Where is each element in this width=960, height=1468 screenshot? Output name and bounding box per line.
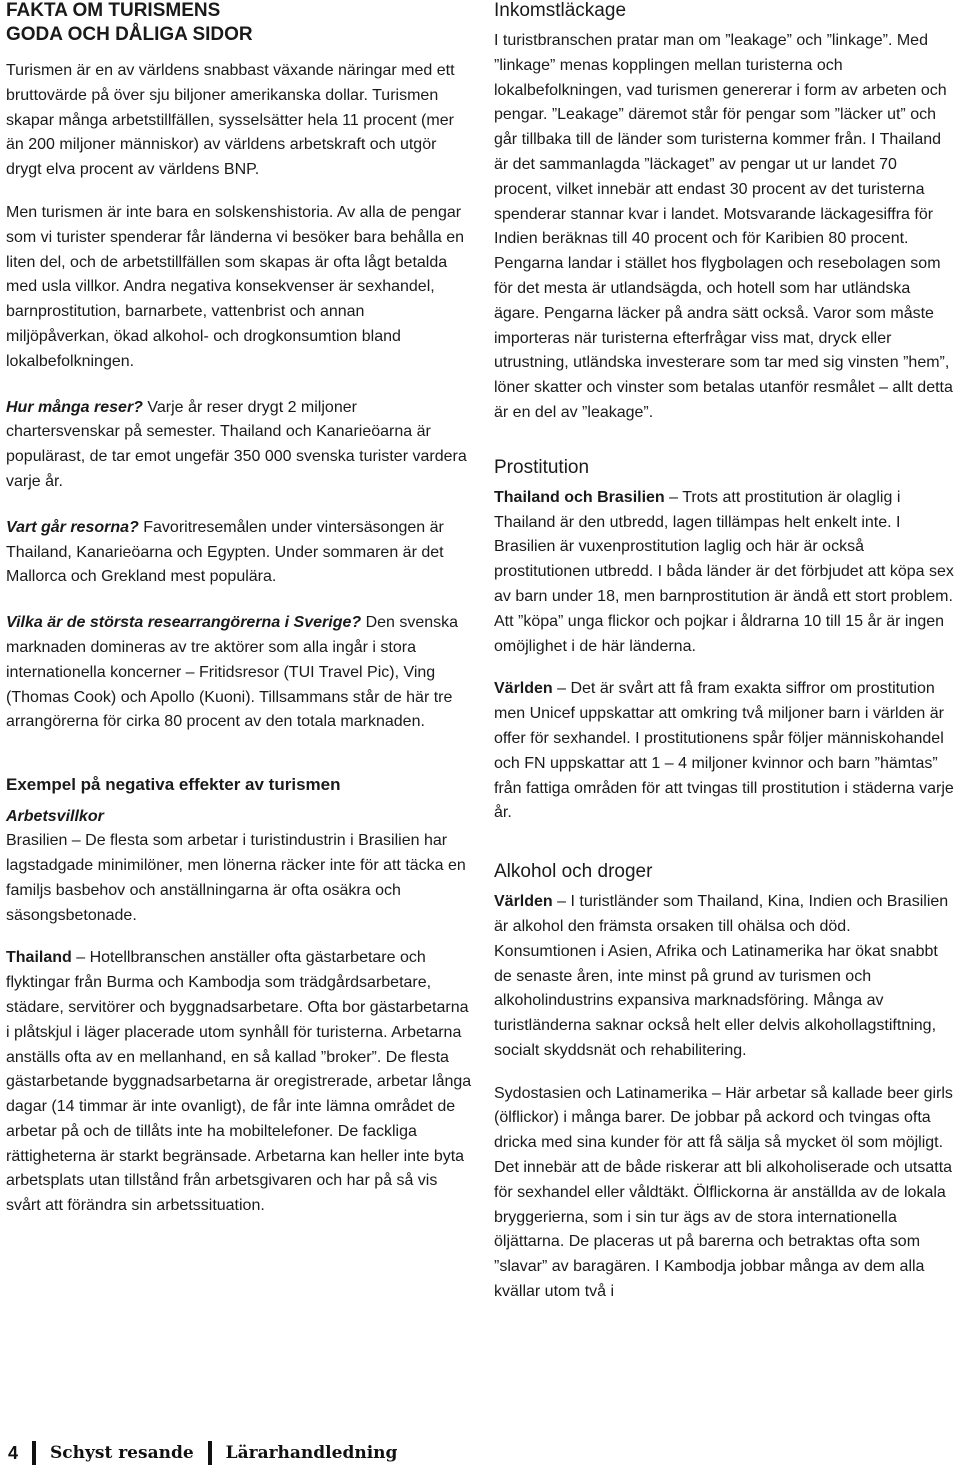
heading-inkomstlackage: Inkomstläckage: [494, 0, 627, 21]
prostitution-paragraph-1: [494, 486, 956, 660]
alkohol-paragraph-1: [494, 890, 956, 1064]
page-title: [6, 0, 472, 47]
faq-question: Hur många reser?: [6, 398, 143, 416]
paragraph-lead: Men turismen är inte bara en solskenshistoria.: [6, 203, 334, 221]
heading-alkohol-och-droger: Alkohol och droger: [494, 861, 653, 883]
thailand-paragraph: [6, 946, 472, 1219]
faq-where: [6, 516, 472, 590]
faq-answer: Favoritresemålen under vintersäsongen är Thailand, Kanarieöarna och Egypten. Under sommaren är det Mallorca och Grekland mest populära.: [6, 518, 444, 586]
paragraph-body: – Det är svårt att få fram exakta siffror om prostitution men Unicef uppskattar att omkring två miljoner barn i världen är offer för sexhandel. I prostitutionens spår följer människohandel och FN uppskattar att 1 – 4 miljoner kvinnor och barn ”hämtas” från fattiga områden för att tvingas till prostitution i städerna varje år.: [494, 680, 954, 822]
faq-question: Vart går resorna?: [6, 518, 139, 536]
left-column: [6, 0, 472, 1219]
faq-question: Vilka är de största researrangörerna i Sverige?: [6, 614, 362, 632]
subsection-heading: Arbetsvillkor: [6, 808, 104, 826]
paragraph-body: – Trots att prostitution är olaglig i Thailand är den utbredd, lagen tillämpas helt enkelt inte. I Brasilien är vuxenprostitution laglig och här är också prostitutionen utbredd. I båda länder är det förbjudet att köpa sex av barn under 18, men barnprostitution är ändå ett stort problem. Att ”köpa” unga flickor och pojkar i åldrarna 10 till 15 år är ingen omöjlighet i de här länderna.: [494, 488, 954, 655]
footer-divider: [32, 1441, 36, 1465]
paragraph-body: – I turistländer som Thailand, Kina, Indien och Brasilien är alkohol den främsta orsaken till ohälsa och död. Konsumtionen i Asien, Afrika och Latinamerika har ökat snabbt de senaste åren, inte minst på grund av turismen och alkoholindustrins expansiva marknadsföring. Många av turistländerna saknar också helt eller delvis alkohollagstiftning, socialt skyddsnät och rehabilitering.: [494, 893, 949, 1059]
title-line-2: GODA OCH DÅLIGA SIDOR: [6, 24, 253, 45]
section-heading: Exempel på negativa effekter av turismen: [6, 775, 341, 795]
faq-how-many: [6, 396, 472, 495]
footer-divider: [208, 1441, 212, 1465]
faq-biggest-operators: [6, 611, 472, 735]
faq-answer: Den svenska marknaden domineras av tre aktörer som alla ingår i stora internationella koncerner – Fritidsresor (TUI Travel Pic), Ving (Thomas Cook) och Apollo (Kuoni). Tillsammans står de här tre arrangörerna för cirka 80 procent av den totala marknaden.: [6, 614, 459, 731]
paragraph-body: – Hotellbranschen anställer ofta gästarbetare och flyktingar från Burma och Kambodja som trädgårdsarbetare, städare, servitörer och byggnadsarbetare. Ofta bor gästarbetarna i plåtskjul i läger placerade utom synhåll för turisterna. Arbetarna anställs ofta av en mellanhand, en så kallad ”broker”. De flesta gästarbetande byggnadsarbetarna är oregistrerade, arbetar långa dagar (14 timmar är inte ovanligt), de får inte lämna området de arbetar på och de tillåts inte ha mobiltelefoner. De fackliga rättigheterna är starkt begränsade. Arbetarna kan heller inte byta arbetsplats utan tillstånd från arbetsgivaren och har på så vis svårt att förändra sin arbetssituation.: [6, 949, 472, 1215]
region-label: Thailand och Brasilien: [494, 488, 665, 506]
solskenshistoria-paragraph: [6, 201, 472, 375]
alkohol-paragraph-2: Sydostasien och Latinamerika – Här arbetar så kallade beer girls (ölflickor) i många barer. De jobbar på ackord och tvingas ofta dricka med sina kunder för att få sälja så mycket öl som möjligt. Det innebär att de både riskerar att bli alkoholiserade och utsatta för sexhandel eller våldtäkt. Ölflickorna är anställda av de lokala bryggerierna, som i sin tur ägs av de stora internationella öljättarna. De placeras ut på barerna och betraktas ofta som ”slavar” av baragären. I Kambodja jobbar många av dem alla kvällar utom två i: [494, 1084, 953, 1301]
inkomstlackage-paragraph: I turistbranschen pratar man om ”leakage” och ”linkage”. Med ”linkage” menas kopplingen mellan turisterna och lokalbefolkningen, vad turismen genererar i form av arbeten och pengar. ”Leakage” däremot står för pengar som ”läcker ut” och går tillbaka till de länder som turisterna kommer från. I Thailand är det sammanlagda ”läckaget” av pengar ut ur landet 70 procent, vilket innebär att endast 30 procent av det turisterna spenderar stannar kvar i landet. Motsvarande läckagesiffra för Indien beräknas till 40 procent och för Karibien 80 procent. Pengarna landar i stället hos flygbolagen och resebolagen som för det mesta är utlandsägda, och hotell som har utländska ägare. Pengarna läcker på andra sätt också. Varor som måste importeras när turisterna efterfrågar viss mat, dryck eller utrustning, utländska investerare som tar med sig vinsten ”hem”, löner skatter och vinster som betalas utanför resmålet – allt detta är en del av ”leakage”.: [494, 32, 953, 421]
region-label: Världen: [494, 893, 553, 911]
heading-prostitution: Prostitution: [494, 456, 590, 478]
brasilien-paragraph: Brasilien – De flesta som arbetar i turistindustrin i Brasilien har lagstadgade minimilöner, men lönerna räcker inte för att täcka en familjs basbehov och anställningarna är ofta osäkra och säsongsbetonade.: [6, 832, 466, 924]
publication-name: Schyst resande: [50, 1443, 194, 1463]
page-footer: [8, 1438, 608, 1468]
paragraph-body: Av alla de pengar som vi turister spenderar får länderna vi besöker bara behålla en liten del, och de arbetstillfällen som skapas är ofta lågt betalda med usla villkor. Andra negativa konsekvenser är sexhandel, barnprostitution, barnarbete, vattenbrist och annan miljöpåverkan, ökad alkohol- och drogkonsumtion bland lokalbefolkningen.: [6, 203, 465, 370]
title-line-1: FAKTA OM TURISMENS: [6, 0, 221, 21]
page-number: 4: [8, 1442, 19, 1463]
country-label: Thailand: [6, 949, 72, 967]
faq-answer: Varje år reser drygt 2 miljoner chartersvenskar på semester. Thailand och Kanarieöarna är populärast, de tar emot ungefär 350 000 svenska turister vardera varje år.: [6, 398, 467, 490]
prostitution-paragraph-2: [494, 677, 956, 826]
section-name: Lärarhandledning: [225, 1443, 398, 1463]
intro-paragraph: Turismen är en av världens snabbast växande näringar med ett bruttovärde på över sju biljoner amerikanska dollar. Turismen skapar många arbetstillfällen, sysselsätter hela 11 procent (mer än 200 miljoner människor) av världens arbetskraft och utgör drygt elva procent av världens BNP.: [6, 62, 455, 179]
right-column: [494, 0, 956, 1305]
region-label: Världen: [494, 680, 553, 698]
